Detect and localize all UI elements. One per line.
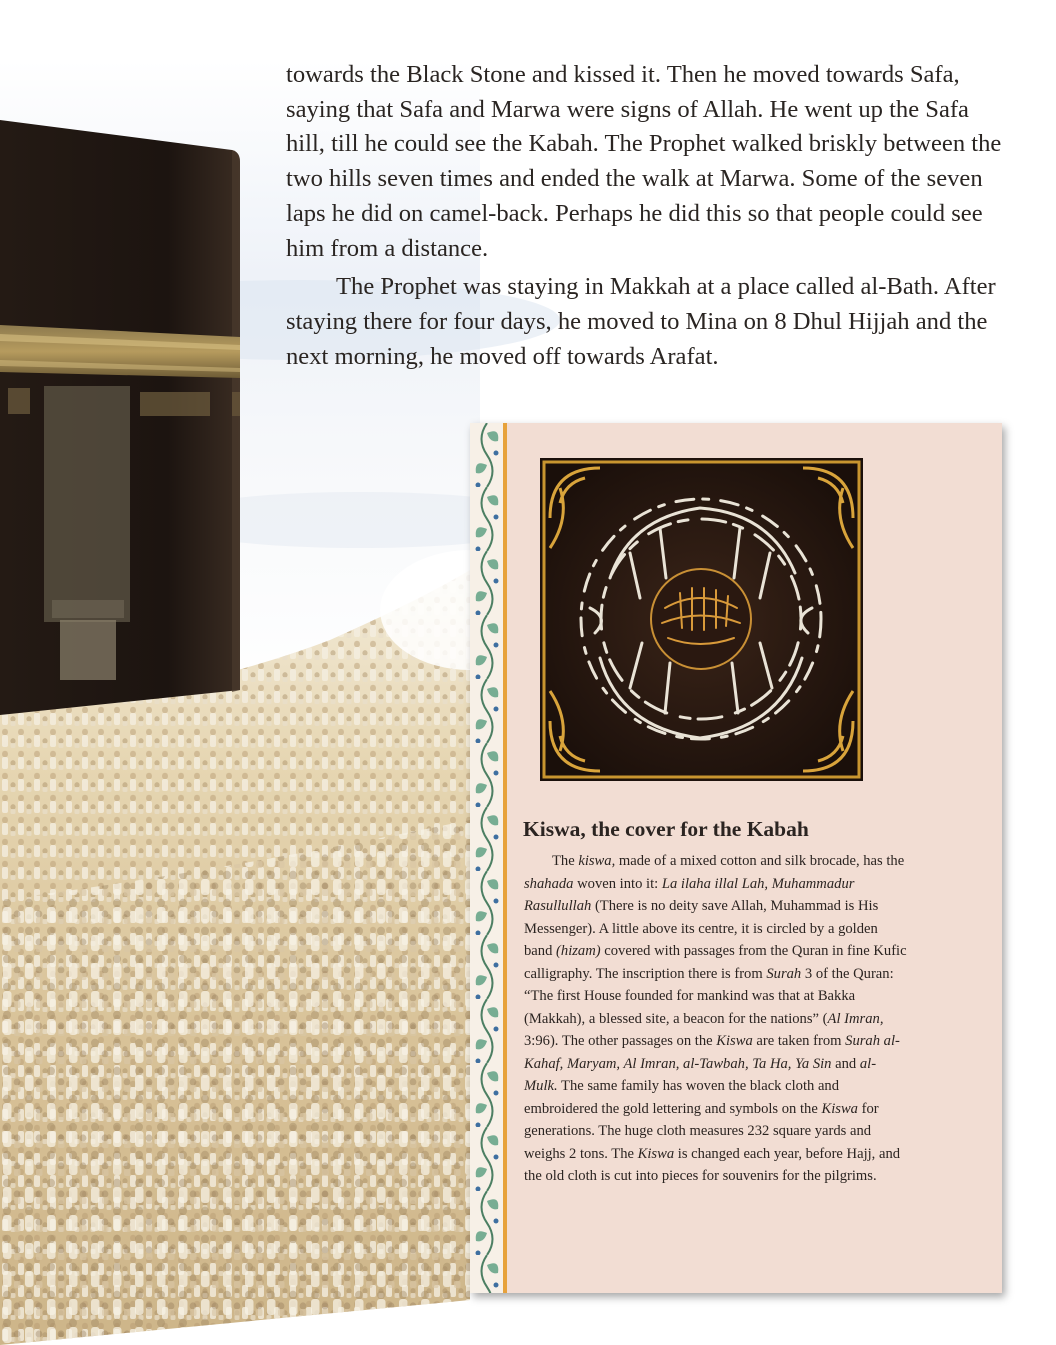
kiswa-sidebar — [470, 423, 1002, 1293]
caption-italic-run: Kiswa — [716, 1033, 753, 1049]
kiswa-calligraphy-image — [540, 458, 863, 781]
caption-italic-run: Kiswa — [637, 1145, 675, 1162]
caption-run: The same family has woven the black cloth and embroidered the gold lettering and symbols on the — [524, 1078, 840, 1117]
paragraph-1: towards the Black Stone and kissed it. Then he moved towards Safa, saying that Safa and Marwa were signs of Allah. He went up the Safa hill, till he could see the Kabah. The Prophet walked briskly between the two hills seven times and ended the walk at Marwa. Some of the seven laps he did on camel-back. Perhaps he did this so that people could see him from a distance. — [286, 61, 1002, 262]
sidebar-heading: Kiswa, the cover for the Kabah — [523, 817, 809, 841]
caption-run: (There is no deity save Allah, Muhammad is His Messenger). A little above its centre, it is circled by a golden band — [524, 898, 879, 959]
caption-run: is changed each year, before Hajj, and the old cloth is cut into pieces for souvenirs for the pilgrims. — [524, 1145, 901, 1184]
caption-italic-run: Al Imran, — [827, 1010, 884, 1027]
caption-italic-run: al-Mulk. — [524, 1055, 877, 1094]
sidebar-caption — [524, 850, 909, 1188]
caption-italic-run: (hizam) — [556, 943, 601, 959]
caption-run: and — [831, 1055, 860, 1072]
caption-italic-run: Kiswa — [821, 1100, 858, 1117]
caption-run: are taken from — [752, 1033, 846, 1049]
caption-run: 3:96). The other passages on the — [524, 1033, 717, 1049]
caption-run: 3 of the Quran: “The first House founded for mankind was that at Bakka (Makkah), a blessed site, a beacon for the nations” ( — [524, 965, 894, 1027]
caption-run: made of a mixed cotton and silk brocade, has the — [615, 853, 905, 869]
body-text — [286, 58, 1002, 374]
caption-run: covered with passages from the Quran in fine Kufic calligraphy. The inscription there is from — [524, 943, 907, 982]
gold-rule — [503, 423, 507, 1293]
caption-run: for generations. The huge cloth measures 232 square yards and weighs 2 tons. The — [524, 1100, 879, 1162]
caption-italic-run: Surah al-Kahaf, Maryam, Al Imran, al-Tawbah, Ta Ha, Ya Sin — [524, 1033, 900, 1072]
caption-run: The — [552, 853, 579, 869]
caption-italic-run: shahada — [524, 875, 574, 892]
paragraph-2: The Prophet was staying in Makkah at a place called al-Bath. After staying there for four days, he moved to Mina on 8 Dhul Hijjah and the next morning, he moved off towards Arafat. — [286, 273, 996, 370]
decorative-border — [470, 423, 504, 1293]
caption-italic-run: La ilaha illal Lah, Muhammadur Rasullullah — [524, 875, 855, 914]
caption-italic-run: kiswa, — [578, 853, 616, 869]
caption-italic-run: Surah — [766, 965, 802, 982]
caption-run: woven into it: — [573, 875, 662, 892]
